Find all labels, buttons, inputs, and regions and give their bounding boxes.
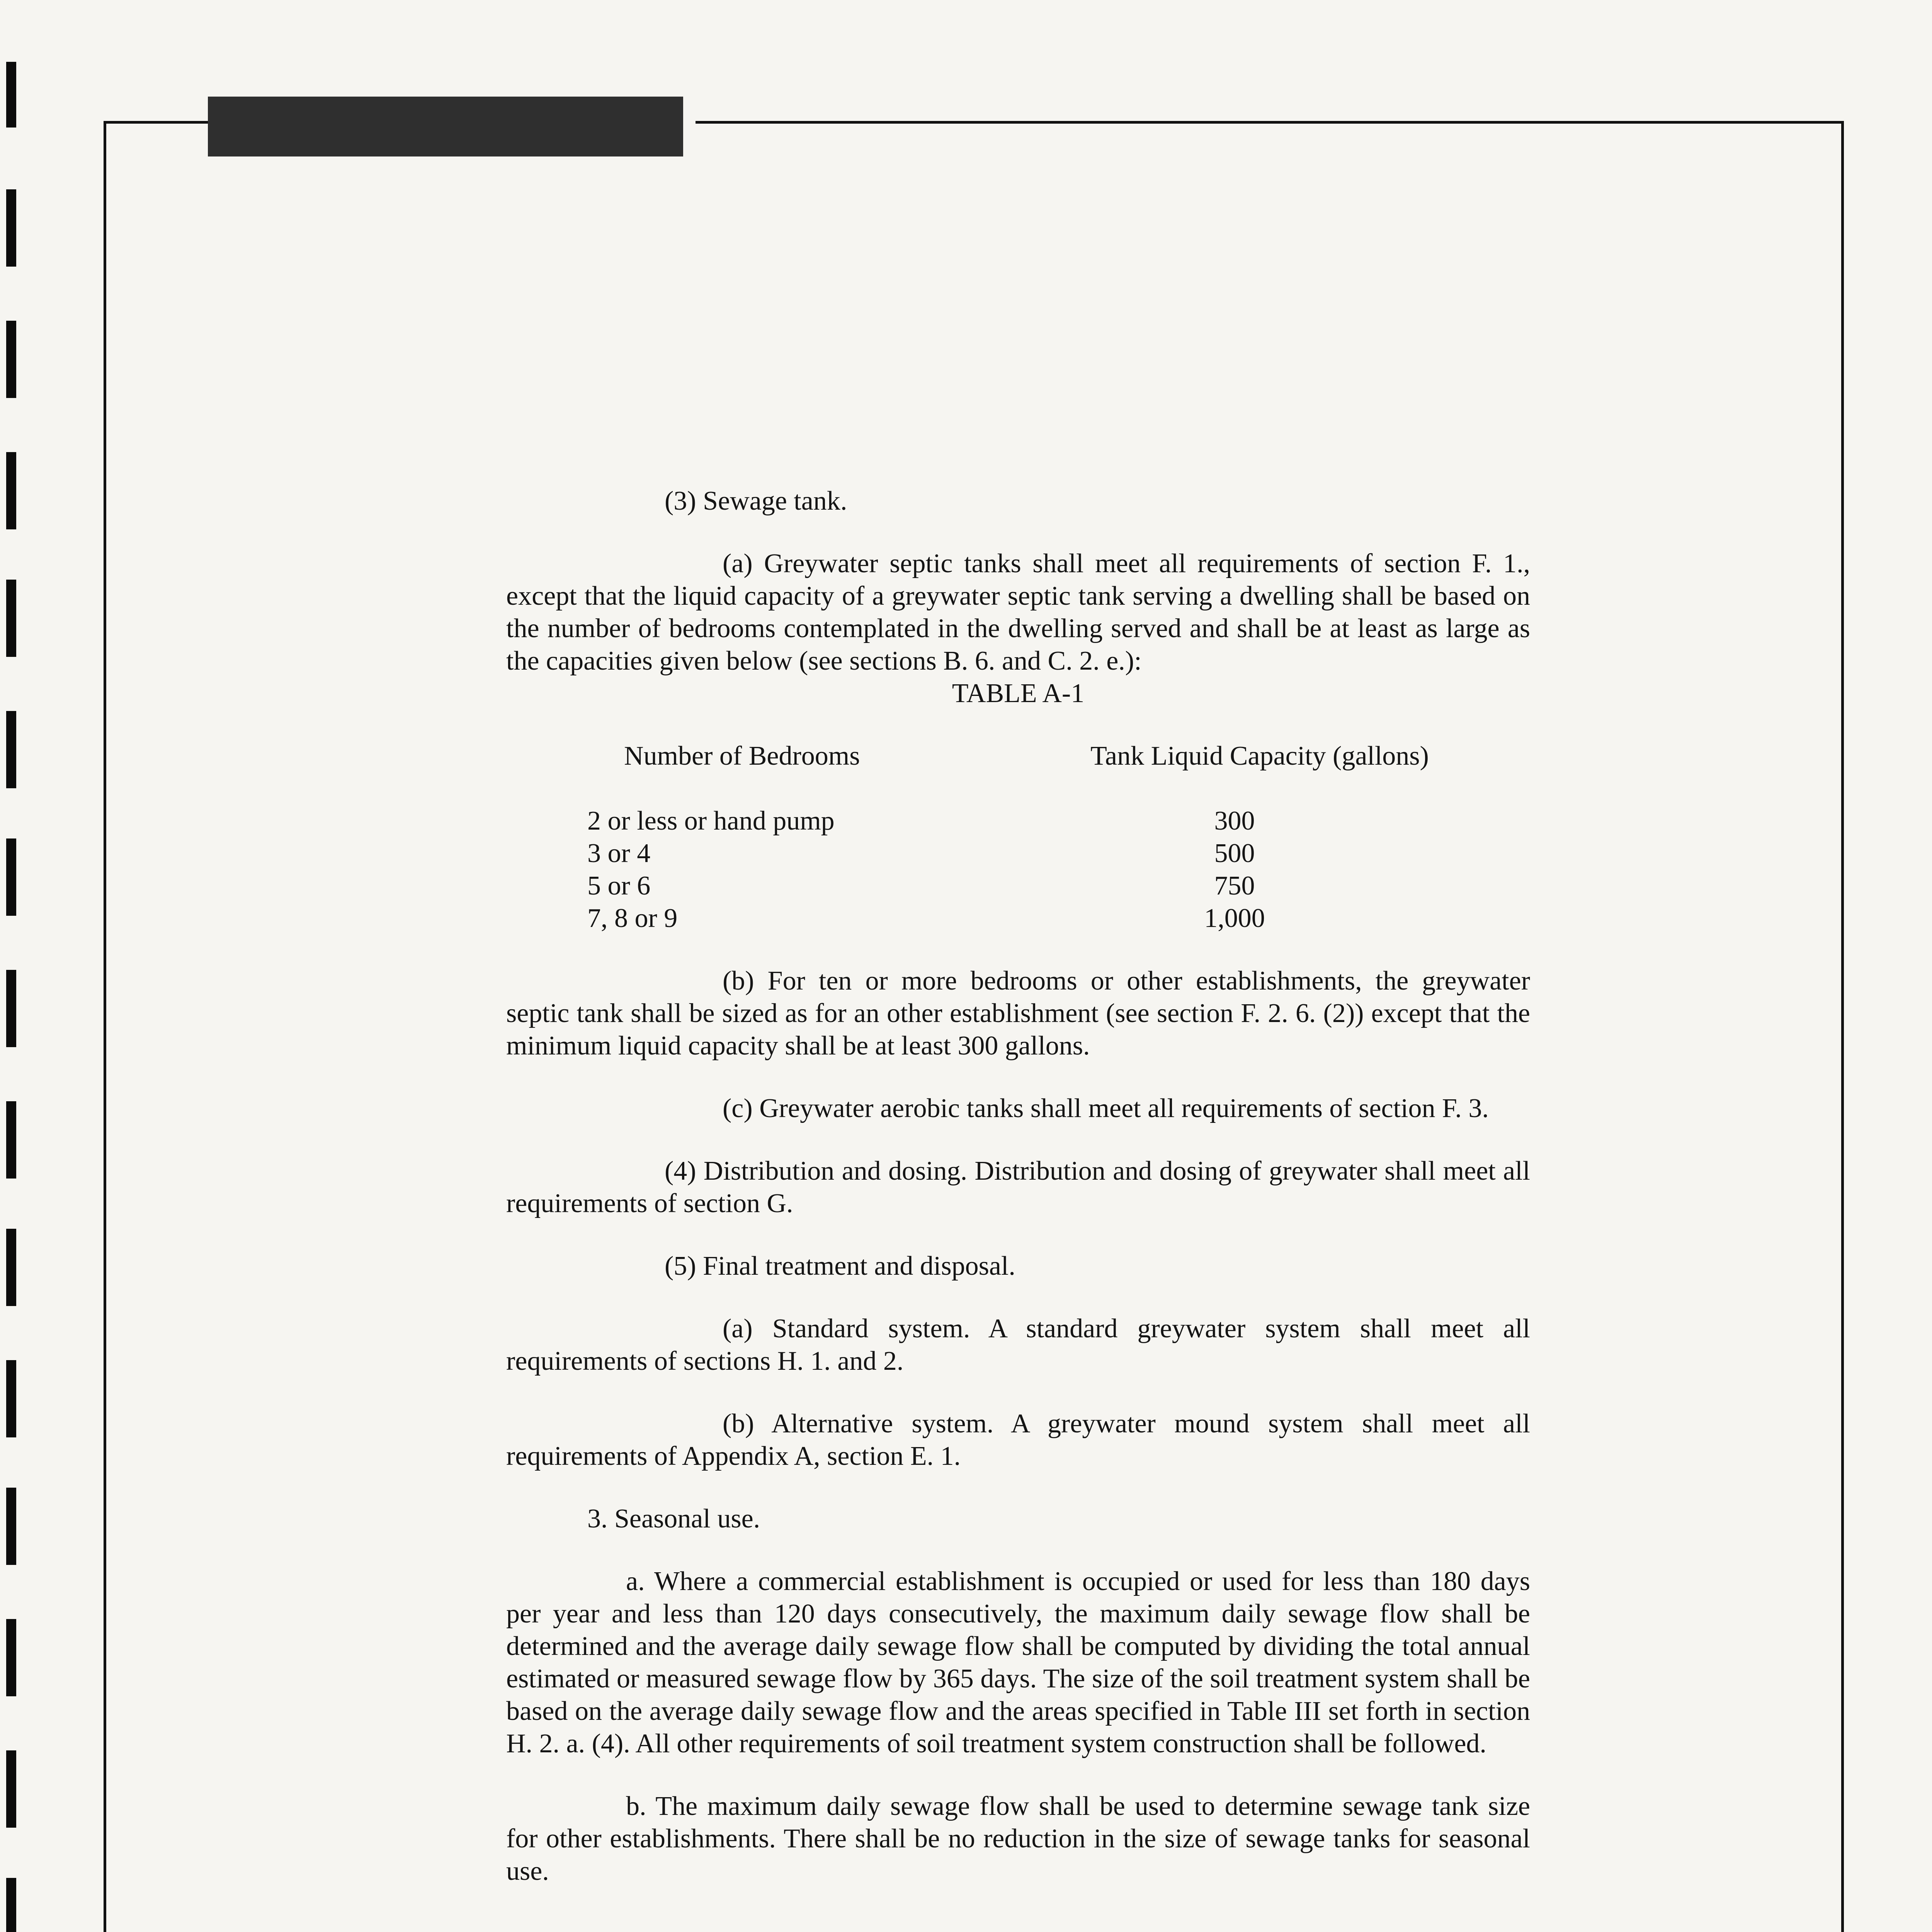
frame-top-rule [696, 121, 1844, 124]
section-heading-seasonal-use: 3. Seasonal use. [587, 1504, 760, 1534]
table-cell-capacity: 300 [1214, 806, 1255, 836]
paragraph-ten-or-more-bedrooms: (b) For ten or more bedrooms or other establishments, the greywater septic tank shall be sized as for an other establishment (see section F. 2. 6. (2)) except that the minimum liquid capacity shall be at least 300 gallons. [506, 966, 1530, 1061]
section-heading-final-treatment: (5) Final treatment and disposal. [665, 1251, 1015, 1281]
paragraph-alternative-system: (b) Alternative system. A greywater mound system shall meet all requirements of Appendix A, section E. 1. [506, 1409, 1530, 1471]
binder-mark [6, 1750, 16, 1828]
binder-mark [6, 189, 16, 267]
binder-mark [6, 452, 16, 529]
table-row [506, 805, 1530, 837]
paragraph-aerobic-tanks: (c) Greywater aerobic tanks shall meet all requirements of section F. 3. [723, 1094, 1489, 1123]
binder-mark [6, 1360, 16, 1437]
binder-mark [6, 838, 16, 916]
table-cell-capacity: 1,000 [1204, 903, 1265, 933]
table-row [506, 837, 1530, 870]
binder-mark [6, 580, 16, 657]
frame-right-rule [1841, 121, 1844, 1932]
paragraph-distribution-dosing: (4) Distribution and dosing. Distribution and dosing of greywater shall meet all requirements of section G. [506, 1156, 1530, 1218]
paragraph-septic-tanks: (a) Greywater septic tanks shall meet all requirements of section F. 1., except that the liquid capacity of a greywater septic tank serving a dwelling shall be based on the number of bedrooms contemplated in the dwelling served and shall be at least as large as the capacities given below (see sections B. 6. and C. 2. e.): [506, 549, 1530, 676]
page-content [506, 485, 1530, 1888]
section-heading-sewage-tank: (3) Sewage tank. [665, 486, 847, 516]
table-cell-bedrooms: 5 or 6 [587, 871, 651, 901]
paragraph-standard-system: (a) Standard system. A standard greywater system shall meet all requirements of sections H. 1. and 2. [506, 1314, 1530, 1376]
table-header-row [506, 740, 1530, 805]
binder-mark [6, 970, 16, 1047]
column-header-bedrooms: Number of Bedrooms [624, 741, 860, 771]
paragraph-seasonal-commercial: a. Where a commercial establishment is occupied or used for less than 180 days per year and less than 120 days consecutively, the maximum daily sewage flow shall be determined and the average daily sewage flow shall be computed by dividing the total annual estimated or measured sewage flow by 365 days. The size of the soil treatment system shall be based on the average daily sewage flow and the areas specified in Table III set forth in section H. 2. a. (4). All other requirements of soil treatment system construction shall be followed. [506, 1566, 1530, 1759]
binder-mark [6, 1229, 16, 1306]
table-row [506, 870, 1530, 902]
binder-mark [6, 62, 16, 128]
frame-left-rule [104, 121, 106, 1932]
table-cell-capacity: 500 [1214, 838, 1255, 868]
table-row [506, 902, 1530, 935]
table-cell-bedrooms: 7, 8 or 9 [587, 903, 678, 933]
binder-mark [6, 1101, 16, 1179]
binder-mark [6, 1488, 16, 1565]
capacity-table [506, 740, 1530, 935]
table-cell-bedrooms: 3 or 4 [587, 838, 651, 868]
binder-mark [6, 711, 16, 788]
table-title: TABLE A-1 [952, 679, 1085, 708]
paragraph-seasonal-tank-size: b. The maximum daily sewage flow shall be used to determine sewage tank size for other establishments. There shall be no reduction in the size of sewage tanks for seasonal use. [506, 1791, 1530, 1886]
column-header-capacity: Tank Liquid Capacity (gallons) [1090, 741, 1429, 771]
binder-mark [6, 1878, 16, 1932]
header-tab [208, 97, 683, 156]
table-cell-capacity: 750 [1214, 871, 1255, 901]
binder-mark [6, 321, 16, 398]
binder-mark [6, 1619, 16, 1696]
table-cell-bedrooms: 2 or less or hand pump [587, 806, 835, 836]
frame-top-rule [104, 121, 208, 124]
